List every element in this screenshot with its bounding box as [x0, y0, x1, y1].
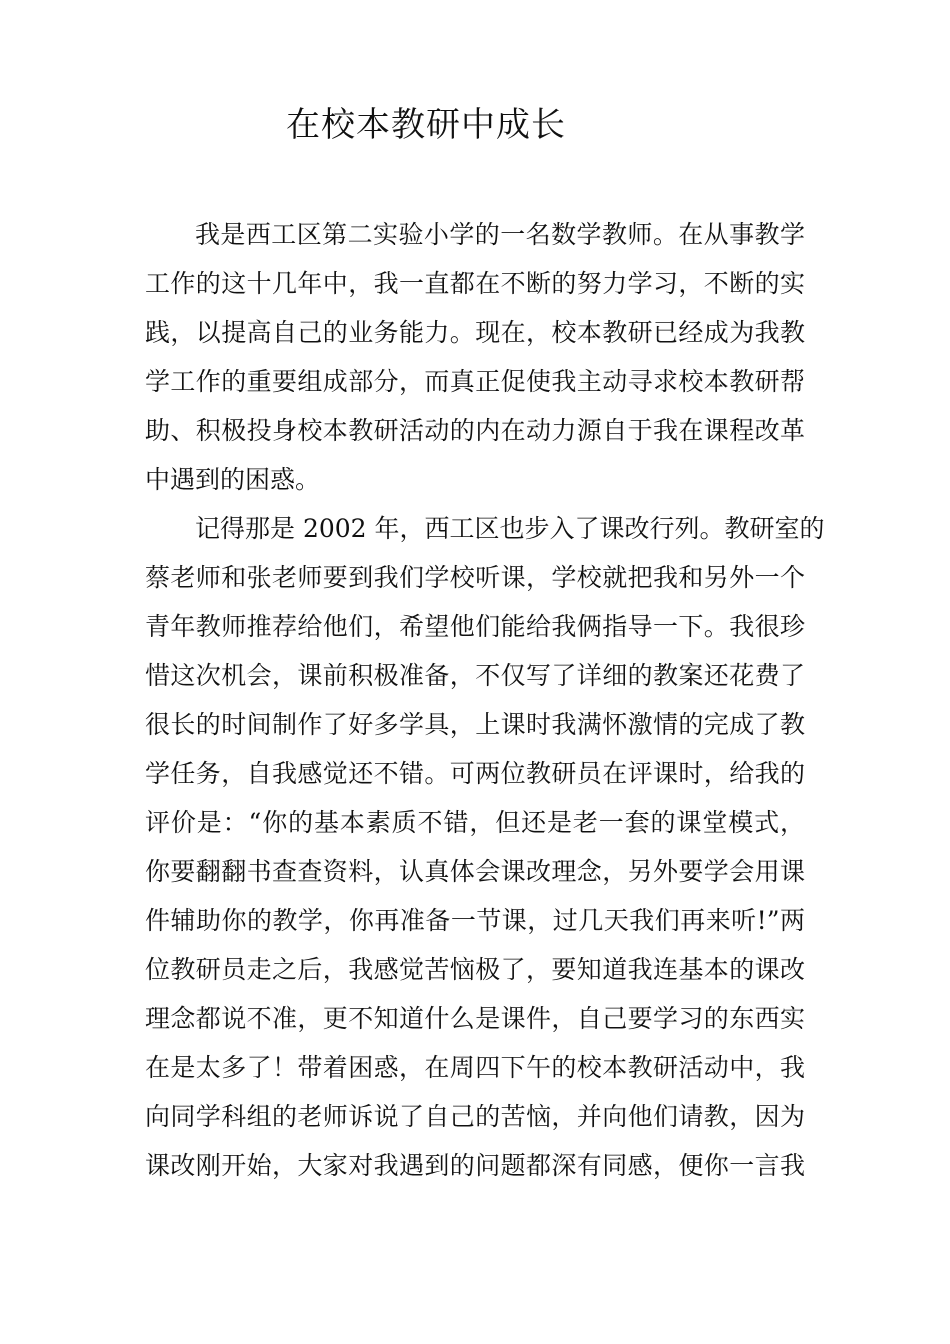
- text-line: 位教研员走之后，我感觉苦恼极了，要知道我连基本的课改: [145, 955, 805, 984]
- text-line: 在是太多了！带着困惑，在周四下午的校本教研活动中，我: [145, 1053, 805, 1082]
- text-line: 件辅助你的教学，你再准备一节课，过几天我们再来听!”两: [145, 906, 805, 935]
- page-title: 在校本教研中成长: [286, 105, 566, 145]
- text-line: 很长的时间制作了好多学具，上课时我满怀激情的完成了教: [145, 710, 805, 739]
- text-line: 记得那是 2002 年，西工区也步入了课改行列。教研室的: [195, 514, 825, 543]
- text-line: 你要翻翻书查查资料，认真体会课改理念，另外要学会用课: [145, 857, 805, 886]
- text-line: 惜这次机会，课前积极准备，不仅写了详细的教案还花费了: [145, 661, 805, 690]
- text-line: 中遇到的困惑。: [145, 465, 321, 494]
- text-line: 蔡老师和张老师要到我们学校听课，学校就把我和另外一个: [145, 563, 805, 592]
- text-line: 践，以提高自己的业务能力。现在，校本教研已经成为我教: [145, 318, 805, 347]
- text-line: 学任务，自我感觉还不错。可两位教研员在评课时，给我的: [145, 759, 805, 788]
- text-line: 我是西工区第二实验小学的一名数学教师。在从事教学: [195, 220, 805, 249]
- text-line: 理念都说不准，更不知道什么是课件，自己要学习的东西实: [145, 1004, 805, 1033]
- text-line: 评价是：“你的基本素质不错，但还是老一套的课堂模式，: [145, 808, 805, 837]
- text-line: 助、积极投身校本教研活动的内在动力源自于我在课程改革: [145, 416, 805, 445]
- text-line: 学工作的重要组成部分，而真正促使我主动寻求校本教研帮: [145, 367, 805, 396]
- body-text: [145, 210, 825, 1190]
- text-line: 向同学科组的老师诉说了自己的苦恼，并向他们请教，因为: [145, 1102, 805, 1131]
- text-line: 工作的这十几年中，我一直都在不断的努力学习，不断的实: [145, 269, 805, 298]
- text-line: 青年教师推荐给他们，希望他们能给我俩指导一下。我很珍: [145, 612, 805, 641]
- text-line: 课改刚开始，大家对我遇到的问题都深有同感，便你一言我: [145, 1151, 805, 1180]
